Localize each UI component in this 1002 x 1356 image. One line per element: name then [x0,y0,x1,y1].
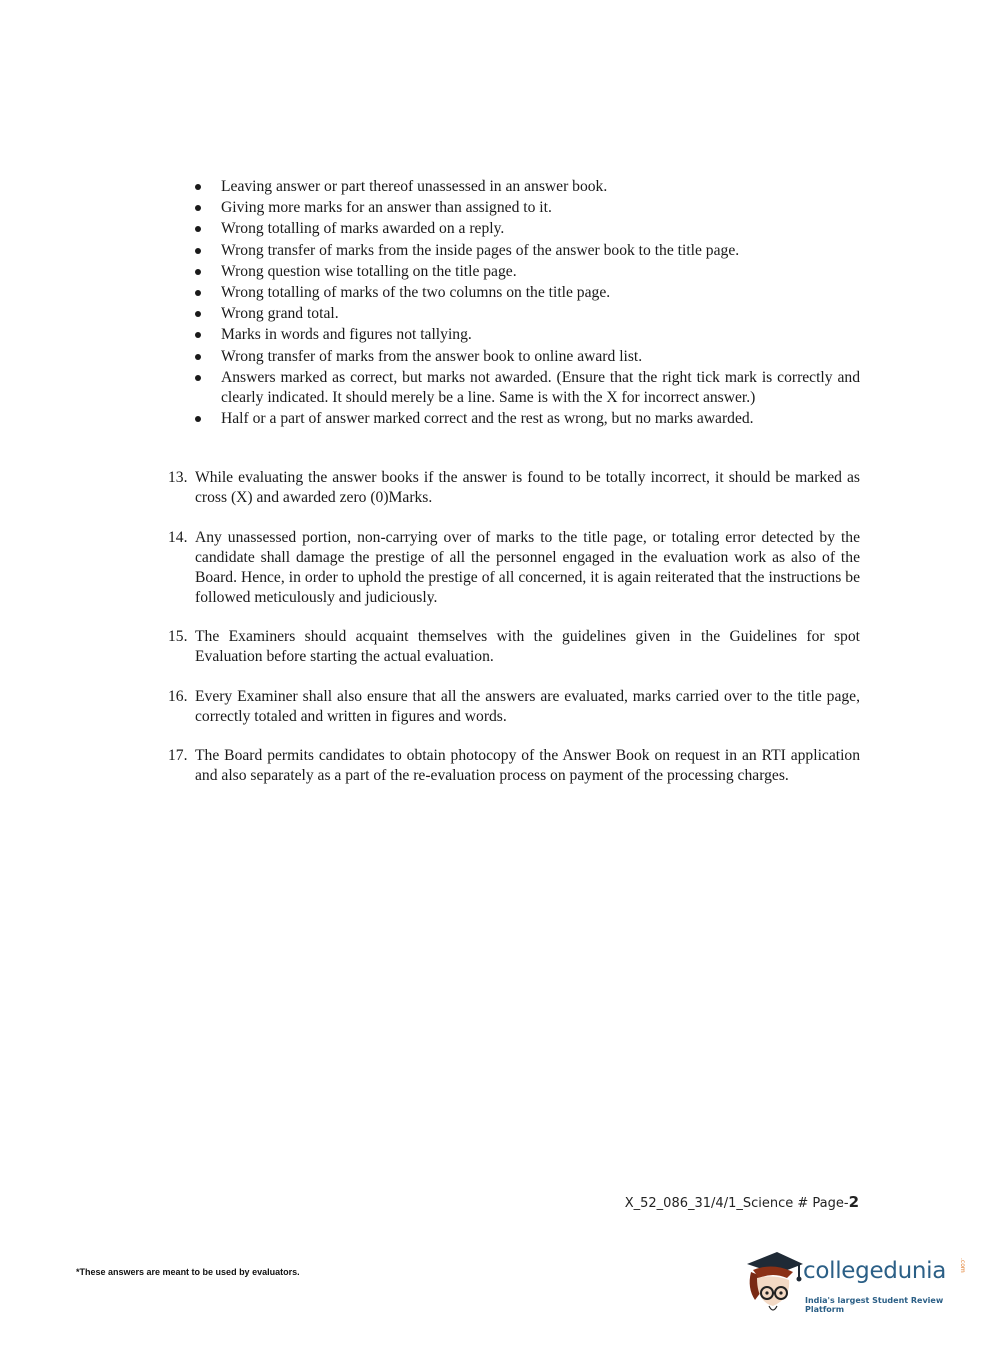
page-footer-id [625,1193,859,1211]
numbered-point [168,746,860,786]
bullet-item [195,409,860,429]
point-text: The Examiners should acquaint themselves with the guidelines given in the Guidelines for spot Evaluation before starting the actual evaluation. [195,628,860,665]
point-number: 16. [168,687,188,705]
logo-com: .com [959,1258,966,1273]
bullet-text: Wrong totalling of marks of the two columns on the title page. [221,283,611,301]
point-number: 17. [168,747,188,764]
bullet-dot-icon [195,354,201,360]
numbered-point [168,528,860,608]
bullet-dot-icon [195,290,201,296]
bullet-text: Wrong grand total. [221,305,339,323]
bullet-dot-icon [195,416,201,422]
bullet-item [195,304,860,324]
bullet-item [195,177,860,197]
bullet-dot-icon [195,332,201,338]
collegedunia-logo [743,1248,973,1318]
bullet-text: Giving more marks for an answer than assigned to it. [221,199,552,217]
point-text: Every Examiner shall also ensure that all the answers are evaluated, marks carried over to the title page, correctly totaled and written in figures and words. [195,687,860,725]
bullet-item [195,368,860,408]
bullet-item [195,325,860,345]
point-number: 14. [168,528,188,546]
bullet-text: Wrong transfer of marks from the answer book to online award list. [221,347,643,365]
bullet-item [195,283,860,303]
numbered-point [168,468,860,508]
point-text: Any unassessed portion, non-carrying over of marks to the title page, or totaling error detected by the candidate shall damage the prestige of all the personnel engaged in the evaluation work as also of the Board. Hence, in order to uphold the prestige of all concerned, it is again reiterated that the instructions be followed meticulously and judiciously. [195,528,860,606]
evaluator-disclaimer: *These answers are meant to be used by evaluators. [76,1267,300,1277]
bullet-list [195,177,860,430]
bullet-text: Half or a part of answer marked correct and the rest as wrong, but no marks awarded. [221,409,754,427]
numbered-points [168,468,860,806]
point-text: The Board permits candidates to obtain photocopy of the Answer Book on request in an RTI application and also separately as a part of the re-evaluation process on payment of the processing charges. [195,747,860,784]
bullet-text: Marks in words and figures not tallying. [221,326,472,344]
bullet-dot-icon [195,184,201,190]
point-number: 15. [168,628,188,645]
bullet-dot-icon [195,248,201,254]
logo-wordmark: collegedunia [803,1258,947,1284]
numbered-point [168,627,860,667]
bullet-dot-icon [195,375,201,381]
bullet-text: Leaving answer or part thereof unassessed in an answer book. [221,178,608,195]
bullet-dot-icon [195,226,201,232]
mascot-icon [743,1248,805,1318]
bullet-item [195,198,860,218]
doc-id: X_52_086_31/4/1_Science # Page- [624,1196,849,1211]
page-number: 2 [848,1193,859,1211]
point-number: 13. [168,469,188,486]
bullet-text: Wrong question wise totalling on the title page. [221,262,517,280]
bullet-text: Wrong transfer of marks from the inside pages of the answer book to the title page. [221,241,740,259]
logo-tagline: India's largest Student Review Platform [805,1296,944,1314]
bullet-text: Wrong totalling of marks awarded on a reply. [221,220,505,238]
bullet-item [195,262,860,282]
bullet-item [195,347,860,367]
bullet-dot-icon [195,311,201,317]
bullet-item [195,241,860,261]
point-text: While evaluating the answer books if the answer is found to be totally incorrect, it should be marked as cross (X) and awarded zero (0)Marks. [195,469,860,506]
numbered-point [168,687,860,727]
bullet-dot-icon [195,205,201,211]
bullet-dot-icon [195,269,201,275]
bullet-item [195,219,860,239]
bullet-text: Answers marked as correct, but marks not awarded. (Ensure that the right tick mark is correctly and clearly indicated. It should merely be a line. Same is with the X for incorrect answer.) [221,368,860,406]
